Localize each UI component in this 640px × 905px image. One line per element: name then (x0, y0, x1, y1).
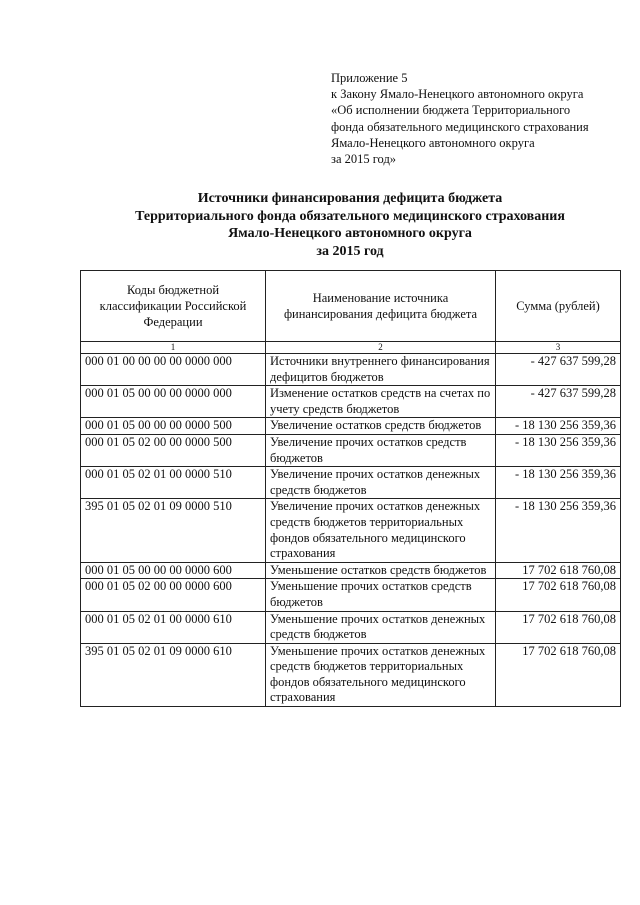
table-row (81, 386, 621, 418)
budget-code: 395 01 05 02 01 09 0000 610 (81, 643, 266, 706)
source-name: Уменьшение прочих остатков средств бюджетов (266, 579, 496, 611)
document-title (80, 190, 620, 260)
amount: - 427 637 599,28 (496, 354, 621, 386)
budget-code: 000 01 05 02 01 00 0000 510 (81, 467, 266, 499)
table-row (81, 643, 621, 706)
appendix-line: Ямало-Ненецкого автономного округа (331, 135, 535, 150)
appendix-line: фонда обязательного медицинского страхования (331, 119, 589, 134)
column-number: 3 (496, 342, 621, 354)
budget-code: 000 01 05 02 00 00 0000 500 (81, 434, 266, 466)
table-row (81, 611, 621, 643)
source-name: Источники внутреннего финансирования дефицитов бюджетов (266, 354, 496, 386)
budget-code: 000 01 05 02 01 00 0000 610 (81, 611, 266, 643)
table-row (81, 434, 621, 466)
source-name: Изменение остатков средств на счетах по учету средств бюджетов (266, 386, 496, 418)
appendix-block (331, 70, 589, 167)
title-line: Источники финансирования дефицита бюджета (197, 191, 503, 206)
source-name: Увеличение прочих остатков денежных средств бюджетов территориальных фондов обязательного медицинского страхования (266, 499, 496, 562)
budget-code: 000 01 05 00 00 00 0000 000 (81, 386, 266, 418)
source-name: Увеличение остатков средств бюджетов (266, 418, 496, 435)
table-row (81, 562, 621, 579)
column-number: 1 (81, 342, 266, 354)
amount: 17 702 618 760,08 (496, 611, 621, 643)
budget-code: 000 01 05 00 00 00 0000 600 (81, 562, 266, 579)
appendix-line: к Закону Ямало-Ненецкого автономного округа (331, 87, 584, 102)
column-number-row (81, 342, 621, 354)
header-amount: Сумма (рублей) (496, 271, 621, 342)
budget-code: 000 01 05 02 00 00 0000 600 (81, 579, 266, 611)
table-row (81, 579, 621, 611)
table-row (81, 467, 621, 499)
amount: 17 702 618 760,08 (496, 643, 621, 706)
amount: - 18 130 256 359,36 (496, 467, 621, 499)
amount: - 18 130 256 359,36 (496, 418, 621, 435)
source-name: Уменьшение прочих остатков денежных средств бюджетов (266, 611, 496, 643)
source-name: Уменьшение остатков средств бюджетов (266, 562, 496, 579)
header-codes: Коды бюджетной классификации Российской Федерации (81, 271, 266, 342)
amount: 17 702 618 760,08 (496, 562, 621, 579)
appendix-line: «Об исполнении бюджета Территориального (331, 103, 571, 118)
table-row (81, 418, 621, 435)
amount: 17 702 618 760,08 (496, 579, 621, 611)
budget-code: 395 01 05 02 01 09 0000 510 (81, 499, 266, 562)
appendix-line: за 2015 год» (331, 152, 397, 167)
title-line: Ямало-Ненецкого автономного округа (228, 226, 472, 241)
source-name: Увеличение прочих остатков средств бюджетов (266, 434, 496, 466)
table-row (81, 354, 621, 386)
budget-code: 000 01 00 00 00 00 0000 000 (81, 354, 266, 386)
amount: - 18 130 256 359,36 (496, 434, 621, 466)
column-number: 2 (266, 342, 496, 354)
amount: - 18 130 256 359,36 (496, 499, 621, 562)
source-name: Увеличение прочих остатков денежных средств бюджетов (266, 467, 496, 499)
title-line: Территориального фонда обязательного медицинского страхования (135, 208, 565, 224)
table-row (81, 499, 621, 562)
financing-sources-table (80, 270, 621, 707)
header-name: Наименование источника финансирования дефицита бюджета (266, 271, 496, 342)
amount: - 427 637 599,28 (496, 386, 621, 418)
appendix-line: Приложение 5 (331, 71, 408, 85)
budget-code: 000 01 05 00 00 00 0000 500 (81, 418, 266, 435)
title-line: за 2015 год (316, 243, 384, 259)
source-name: Уменьшение прочих остатков денежных средств бюджетов территориальных фондов обязательного медицинского страхования (266, 643, 496, 706)
table-header-row (81, 271, 621, 342)
